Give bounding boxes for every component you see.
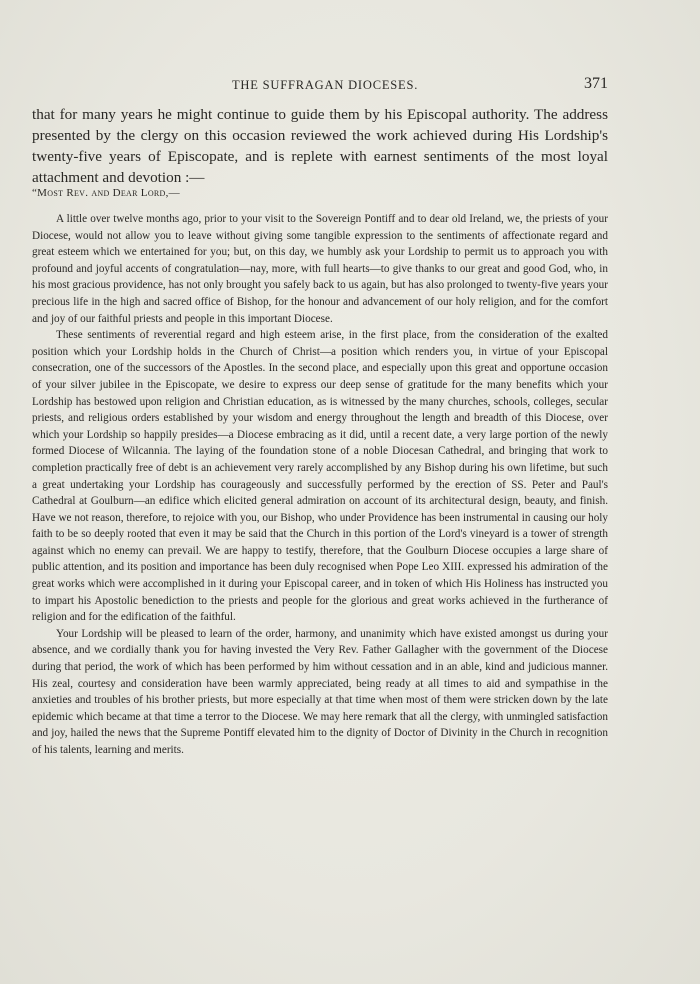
- page-number: 371: [584, 75, 608, 92]
- body-paragraph-3: Your Lordship will be pleased to learn of the order, harmony, and unanimity which have existed amongst us during your absence, and we cordially thank you for having invested the Very Rev. Father Gallagher with the government of the Diocese during that period, the work of which has been performed by him without cessation and in an able, kind and judicious manner. His zeal, courtesy and consideration have been warmly appreciated, being ready at all times to aid and sympathise in the anxieties and troubles of his brother priests, but more especially at that time when most of them were stricken down by the late epidemic which became at that time a terror to the Diocese. We may here remark that all the clergy, with unmingled satisfaction and joy, hailed the news that the Supreme Pontiff elevated him to the dignity of Doctor of Divinity in the Church in recognition of his talents, learning and merits.: [32, 627, 608, 756]
- running-title: THE SUFFRAGAN DIOCESES.: [232, 78, 419, 92]
- salutation: “Most Rev. and Dear Lord,—: [32, 187, 180, 199]
- address-body: [32, 211, 608, 759]
- intro-paragraph: that for many years he might continue to guide them by his Episcopal authority. The address presented by the clergy on this occasion reviewed the work achieved during His Lordship's twenty-five years of Episcopate, and is replete with earnest sentiments of the most loyal attachment and devotion :—: [32, 106, 608, 186]
- body-paragraph-2: These sentiments of reverential regard and high esteem arise, in the first place, from the consideration of the exalted position which your Lordship holds in the Church of Christ—a position which renders you, in virtue of your Episcopal consecration, one of the successors of the Apostles. In the second place, and especially upon this great and opportune occasion of your silver jubilee in the Episcopate, we desire to express our deep sense of gratitude for the many benefits which your Lordship has bestowed upon religion and Christian education, as is witnessed by the many churches, schools, colleges, secular priests, and religious orders established by your wisdom and energy throughout the length and breadth of this Diocese, over which your Lordship so happily presides—a Diocese embracing as it did, until a recent date, a very large portion of the newly formed Diocese of Wilcannia. The laying of the foundation stone of a noble Diocesan Cathedral, and bringing that work to completion practically free of debt is an achievement very rarely accomplished by any Bishop during his own lifetime, but such a great undertaking your Lordship has courageously and successfully performed by the erection of SS. Peter and Paul's Cathedral at Goulburn—an edifice which elicited general admiration on account of its architectural design, beauty, and finish. Have we not reason, therefore, to rejoice with you, our Bishop, who under Providence has been instrumental in causing our holy faith to be so deeply rooted that even it may be said that the Church in this portion of the Lord's vineyard is a tower of strength against which no enemy can prevail. We are happy to testify, therefore, that the Goulburn Diocese occupies a large share of public attention, and its position and importance has been duly recognised when Pope Leo XIII. expressed his admiration of the great works which were accomplished in it during your Episcopal career, and in token of which His Holiness has instructed you to impart his Apostolic benediction to the priests and people for the glorious and great works achieved in the furtherance of religion and for the edification of the faithful.: [32, 329, 608, 624]
- body-paragraph-1: A little over twelve months ago, prior to your visit to the Sovereign Pontiff and to dear old Ireland, we, the priests of your Diocese, would not allow you to leave without giving some tangible expression to the sentiments of affectionate regard and great esteem which we entertained for you; but, on this day, we humbly ask your Lordship to permit us to approach you with profound and joyful accents of congratulation—nay, more, with full hearts—to give thanks to our great and good God, who, in his most gracious providence, has not only brought you safely back to us again, but has also prolonged to twenty-five years your precious life in the high and sacred office of Bishop, for the honour and advancement of our holy religion, and for the comfort and joy of our faithful priests and people in this important Diocese.: [32, 213, 608, 325]
- running-head: [32, 76, 608, 96]
